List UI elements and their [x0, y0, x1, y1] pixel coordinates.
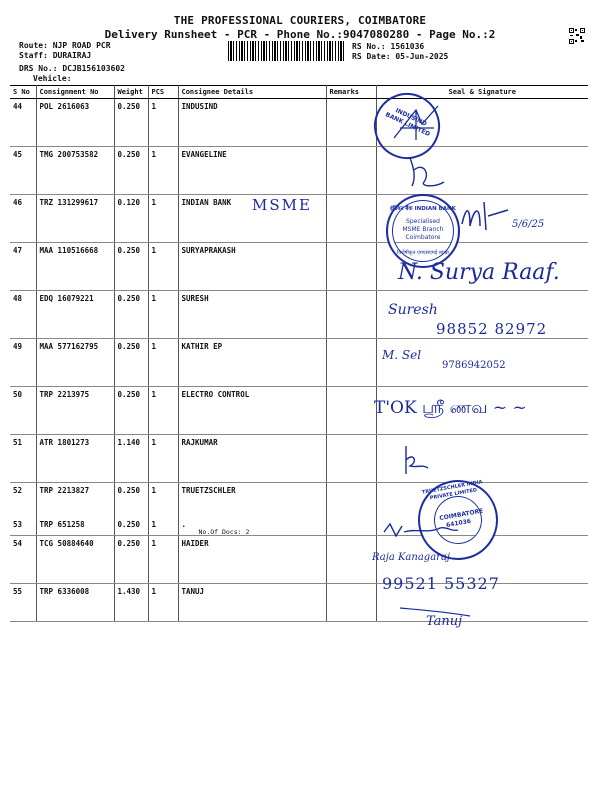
docs-count-note: No.Of Docs: 2	[198, 527, 250, 536]
electro-control-signature: T'OK ஸ்ரீ ணவ ~ ~	[374, 398, 527, 418]
cell-sno: 47	[10, 243, 36, 291]
cell-consignment: TRZ 131299617	[36, 195, 114, 243]
cell-consignment: MAA 110516668	[36, 243, 114, 291]
stamp-indian-bank-mid: Specialised MSME Branch Coimbatore	[402, 218, 444, 241]
cell-remarks	[326, 195, 376, 243]
cell-remarks	[326, 483, 376, 517]
cell-sno: 46	[10, 195, 36, 243]
indusind-signature-scribble	[386, 98, 446, 152]
cell-sno: 48	[10, 291, 36, 339]
cell-pcs: 1	[148, 147, 178, 195]
stamp-indusind-text: INDUSIND BANK LIMITED	[384, 107, 432, 139]
kathir-phone-handwritten: 9786942052	[442, 360, 506, 371]
cell-remarks	[326, 435, 376, 483]
cell-consignee: ELECTRO CONTROL	[178, 387, 326, 435]
suresh-phone-handwritten: 98852 82972	[436, 320, 548, 338]
cell-pcs: 1	[148, 195, 178, 243]
table-row	[10, 99, 588, 147]
cell-pcs: 1	[148, 99, 178, 147]
cell-pcs: 1	[148, 584, 178, 622]
cell-consignee: SURYAPRAKASH	[178, 243, 326, 291]
tanuj-signature: Tanuj	[426, 614, 463, 629]
suryaprakash-signature: N. Surya Raaf.	[398, 260, 560, 285]
barcode	[228, 41, 346, 61]
cell-sno: 51	[10, 435, 36, 483]
cell-pcs: 1	[148, 483, 178, 517]
cell-pcs: 1	[148, 536, 178, 584]
cell-consignee: INDUSIND	[178, 99, 326, 147]
cell-weight: 0.250	[114, 536, 148, 584]
col-header-seal-signature: Seal & Signature	[376, 86, 588, 99]
cell-sno: 49	[10, 339, 36, 387]
cell-consignee: RAJKUMAR	[178, 435, 326, 483]
col-header-pcs: PCS	[148, 86, 178, 99]
cell-pcs: 1	[148, 243, 178, 291]
cell-weight: 0.250	[114, 291, 148, 339]
cell-consignee: TANUJ	[178, 584, 326, 622]
stamp-truetzschler-center: COIMBATORE 641036	[438, 507, 484, 530]
cell-remarks	[326, 387, 376, 435]
cell-weight: 0.250	[114, 387, 148, 435]
cell-sno: 54	[10, 536, 36, 584]
cell-remarks	[326, 339, 376, 387]
cell-sno: 55	[10, 584, 36, 622]
date-handwritten: 5/6/25	[512, 219, 545, 230]
cell-weight: 0.250	[114, 483, 148, 517]
table-row	[10, 584, 588, 622]
indian-bank-stamp	[386, 194, 460, 268]
cell-consignee: KATHIR EP	[178, 339, 326, 387]
cell-consignment: TRP 6336008	[36, 584, 114, 622]
cell-consignment: POL 2616063	[36, 99, 114, 147]
table-row	[10, 435, 588, 483]
haider-phone-handwritten: 99521 55327	[382, 574, 500, 593]
cell-pcs: 1	[148, 339, 178, 387]
cell-sno: 52	[10, 483, 36, 517]
cell-weight: 0.250	[114, 147, 148, 195]
cell-consignment: EDQ 16079221	[36, 291, 114, 339]
cell-consignee: EVANGELINE	[178, 147, 326, 195]
cell-remarks	[326, 517, 376, 536]
cell-consignee	[178, 517, 326, 536]
cell-pcs: 1	[148, 387, 178, 435]
table-row	[10, 147, 588, 195]
company-title: THE PROFESSIONAL COURIERS, COIMBATORE	[173, 14, 427, 27]
cell-consignee: SURESH	[178, 291, 326, 339]
msme-handwritten: MSME	[252, 196, 312, 214]
cell-weight: 0.250	[114, 99, 148, 147]
stamp-indian-bank-top: इंडियन बैंक INDIAN BANK	[390, 206, 456, 212]
runsheet-table	[10, 85, 588, 622]
cell-weight: 1.430	[114, 584, 148, 622]
qr-code-icon	[569, 28, 585, 44]
cell-consignment: TMG 200753582	[36, 147, 114, 195]
cell-pcs: 1	[148, 291, 178, 339]
cell-pcs: 1	[148, 517, 178, 536]
cell-weight: 0.250	[114, 517, 148, 536]
stamp-indian-bank-bottom: विशेषीकृत एमएसएमई शाखा	[397, 250, 449, 256]
cell-remarks	[326, 243, 376, 291]
staff-label: Staff: DURAIRAJ	[19, 51, 92, 60]
cell-weight: 0.250	[114, 243, 148, 291]
cell-sno: 44	[10, 99, 36, 147]
cell-consignment: ATR 1801273	[36, 435, 114, 483]
cell-consignee: INDIAN BANK	[178, 195, 326, 243]
table-row	[10, 517, 588, 536]
cell-consignee: HAIDER	[178, 536, 326, 584]
vehicle-label: Vehicle:	[33, 74, 72, 83]
suresh-signature: Suresh	[388, 302, 438, 318]
cell-sno: 45	[10, 147, 36, 195]
indian-bank-signature	[458, 196, 516, 236]
cell-consignment: TRP 2213827	[36, 483, 114, 517]
route-label: Route: NJP ROAD PCR	[19, 41, 111, 50]
cell-weight: 1.140	[114, 435, 148, 483]
cell-weight: 0.250	[114, 339, 148, 387]
cell-consignment: MAA 577162795	[36, 339, 114, 387]
cell-remarks	[326, 536, 376, 584]
cell-remarks	[326, 99, 376, 147]
cell-remarks	[326, 291, 376, 339]
cell-remarks	[326, 147, 376, 195]
consignee-text: .	[181, 519, 187, 529]
col-header-weight: Weight	[114, 86, 148, 99]
cell-sno: 50	[10, 387, 36, 435]
cell-consignment: TRP 651258	[36, 517, 114, 536]
stamp-truetzschler-ring: TRUETZSCHLER INDIA PRIVATE LIMITED	[421, 479, 483, 502]
runsheet-subtitle: Delivery Runsheet - PCR - Phone No.:9047080280 - Page No.:2	[104, 28, 496, 41]
cell-remarks	[326, 584, 376, 622]
cell-pcs: 1	[148, 435, 178, 483]
cell-consignment: TCG 50884640	[36, 536, 114, 584]
rs-date-label: RS Date: 05-Jun-2025	[352, 52, 449, 61]
table-row	[10, 536, 588, 584]
kathir-signature: M. Sel	[382, 348, 422, 362]
cell-weight: 0.120	[114, 195, 148, 243]
cell-sno: 53	[10, 517, 36, 536]
cell-consignee: TRUETZSCHLER	[178, 483, 326, 517]
col-header-sno: S No	[10, 86, 36, 99]
col-header-remarks: Remarks	[326, 86, 376, 99]
table-row	[10, 483, 588, 517]
drs-label: DRS No.: DCJB156103602	[19, 64, 125, 73]
truetzschler-signature	[382, 518, 462, 544]
cell-consignment: TRP 2213975	[36, 387, 114, 435]
rs-no-label: RS No.: 1561036	[352, 42, 425, 51]
col-header-consignee: Consignee Details	[178, 86, 326, 99]
evangeline-signature	[400, 148, 450, 192]
rajkumar-signature	[396, 442, 436, 478]
haider-receiver-name: Raja Kanagaraj	[372, 552, 451, 563]
col-header-consignment: Consignment No	[36, 86, 114, 99]
table-header-row	[10, 86, 588, 99]
